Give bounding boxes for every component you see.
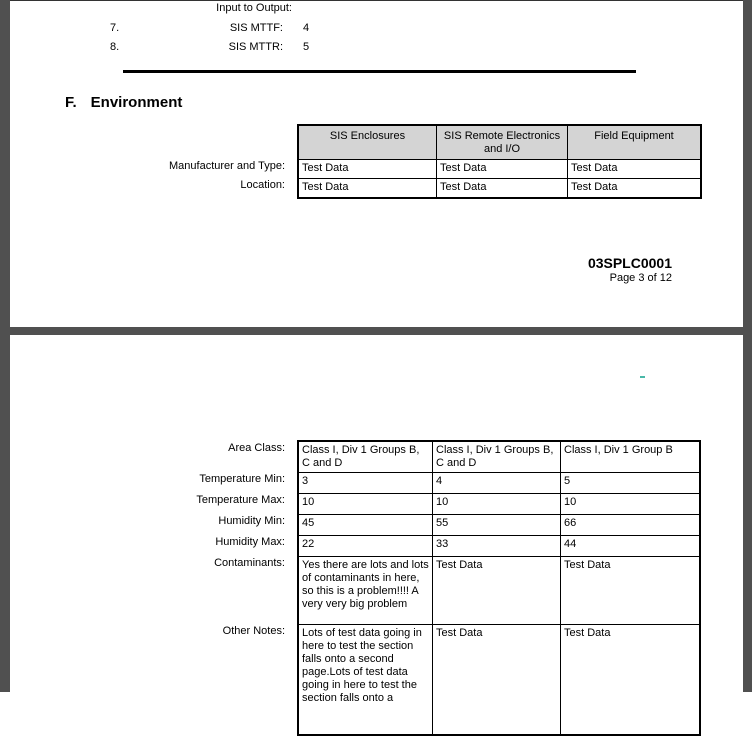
table-cell: Yes there are lots and lots of contaminants in here, so this is a problem!!!! A very very big problem: [299, 556, 432, 624]
window-top-border: [0, 0, 752, 1]
row-label-location: Location:: [240, 179, 285, 191]
table-row: [299, 442, 699, 472]
document-id: 03SPLC0001: [587, 255, 672, 271]
table-cell: 10: [432, 493, 560, 514]
table-row: [299, 493, 699, 514]
column-header: Field Equipment: [567, 126, 700, 159]
preview-gutter-right: [743, 0, 752, 692]
table-cell: 4: [432, 472, 560, 493]
page-break-band: [0, 327, 752, 335]
table-cell: 10: [299, 493, 432, 514]
section-letter: F.: [65, 94, 77, 111]
table-cell: 5: [560, 472, 699, 493]
field-label: SIS MTTR:: [228, 41, 283, 53]
table-cell: 44: [560, 535, 699, 556]
table-row: [299, 159, 700, 178]
page-footer: [472, 255, 672, 285]
table-cell: 3: [299, 472, 432, 493]
row-label-humidity-min: Humidity Min:: [218, 515, 285, 527]
table-cell: Test Data: [436, 178, 567, 197]
row-label-temperature-max: Temperature Max:: [196, 494, 285, 506]
teal-render-artifact: [640, 376, 645, 378]
table-cell: Class I, Div 1 Groups B, C and D: [432, 442, 560, 472]
row-label-area-class: Area Class:: [228, 442, 285, 454]
page-number-label: Page 3 of 12: [609, 272, 672, 284]
table-cell: Test Data: [560, 624, 699, 734]
table-cell: 10: [560, 493, 699, 514]
table-cell: Lots of test data going in here to test the section falls onto a second page.Lots of test data going in here to test the section falls onto a: [299, 624, 432, 734]
field-value: 5: [303, 41, 310, 53]
table-cell: Test Data: [560, 556, 699, 624]
table-cell: Test Data: [436, 159, 567, 178]
table-cell: Test Data: [299, 178, 436, 197]
row-label-contaminants: Contaminants:: [214, 557, 285, 569]
section-divider-rule: [123, 70, 636, 73]
section-heading: [65, 94, 182, 111]
preview-gutter-left: [0, 0, 10, 692]
table-cell: Test Data: [432, 624, 560, 734]
environment-table-page3: [297, 124, 702, 199]
table-cell: Test Data: [299, 159, 436, 178]
row-number: 8.: [110, 41, 120, 53]
row-label-other-notes: Other Notes:: [222, 625, 285, 637]
section-title: Environment: [90, 94, 183, 111]
table-row: [299, 472, 699, 493]
table-cell: Class I, Div 1 Group B: [560, 442, 699, 472]
column-header: SIS Remote Electronics and I/O: [436, 126, 567, 159]
table-cell: 33: [432, 535, 560, 556]
field-value: 4: [303, 22, 310, 34]
table-cell: Test Data: [567, 159, 700, 178]
table-row: [299, 535, 699, 556]
row-number: 7.: [110, 22, 120, 34]
table-cell: Class I, Div 1 Groups B, C and D: [302, 444, 420, 469]
table-cell: 66: [560, 514, 699, 535]
table-cell: Test Data: [567, 178, 700, 197]
table-row: [299, 556, 699, 624]
table-row: [299, 178, 700, 197]
table-cell: 22: [299, 535, 432, 556]
table-row: [299, 514, 699, 535]
table-cell: 45: [299, 514, 432, 535]
table-cell: Test Data: [432, 556, 560, 624]
table-cell: 55: [432, 514, 560, 535]
table-header-row: [299, 126, 700, 159]
input-to-output-label: Input to Output:: [216, 2, 292, 14]
row-label-temperature-min: Temperature Min:: [199, 473, 285, 485]
row-label-humidity-max: Humidity Max:: [215, 536, 285, 548]
row-label-manufacturer: Manufacturer and Type:: [169, 160, 285, 172]
column-header: SIS Enclosures: [299, 126, 436, 159]
table-row: [299, 624, 699, 734]
field-label: SIS MTTF:: [229, 22, 283, 34]
